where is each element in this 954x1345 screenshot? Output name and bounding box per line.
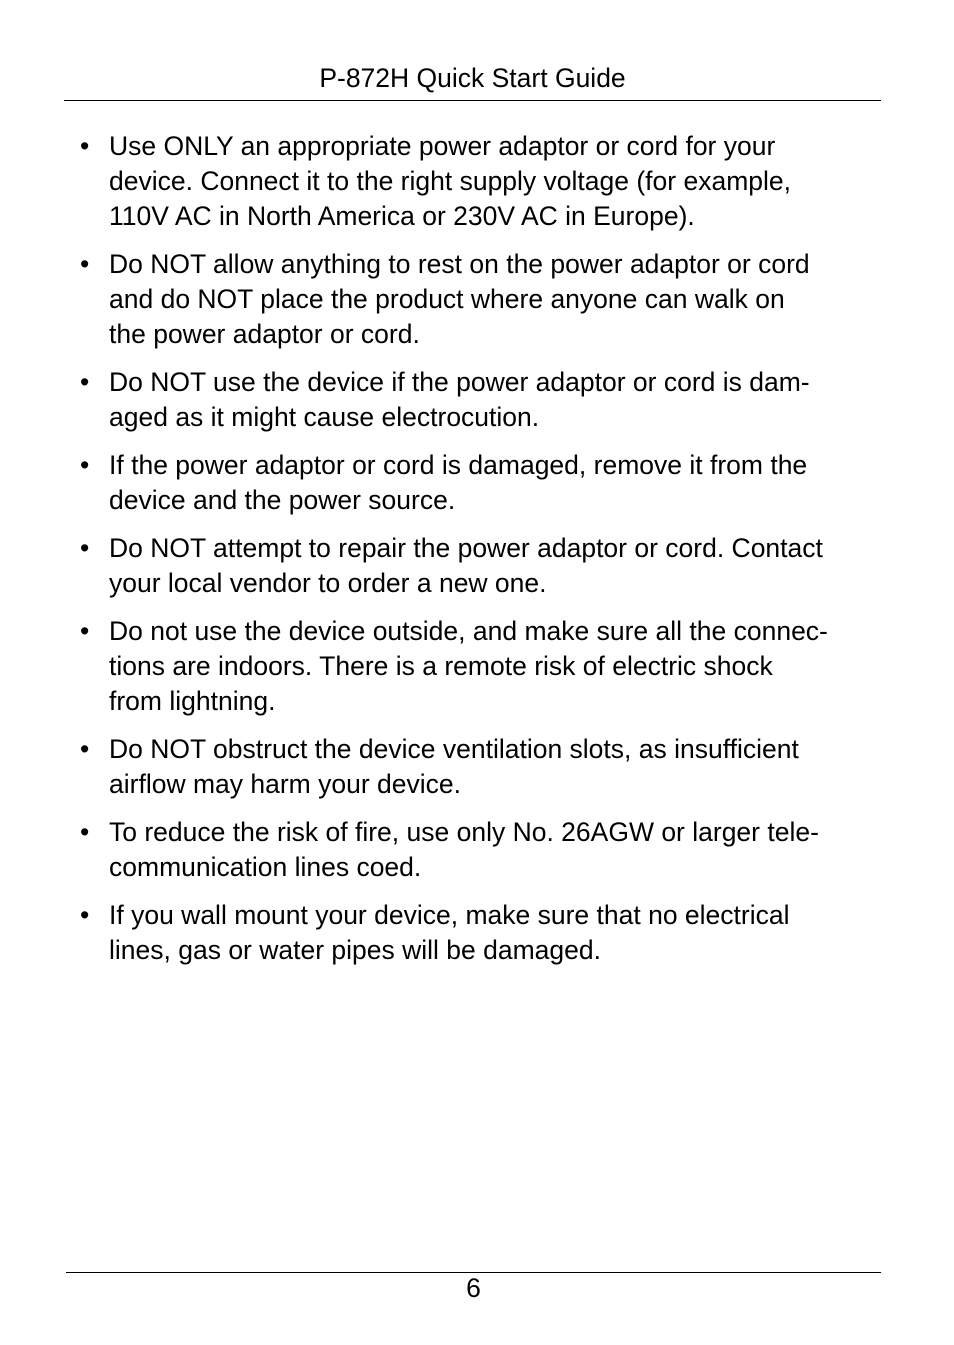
- bullet-icon: •: [80, 533, 90, 563]
- bullet-text: Use ONLY an appropriate power adaptor or cord for your device. Connect it to the right supply voltage (for example, 110V AC in North America or 230V AC in Europe).: [109, 131, 791, 231]
- header-title: P-872H Quick Start Guide: [319, 63, 626, 93]
- bullet-item: [80, 898, 886, 968]
- bullet-item: [80, 815, 886, 885]
- bullet-text: To reduce the risk of fire, use only No. 26AGW or larger tele- communication lines coed.: [109, 817, 819, 882]
- bullet-icon: •: [80, 616, 90, 646]
- bullet-item: [80, 365, 886, 435]
- bullet-text: Do NOT use the device if the power adaptor or cord is dam- aged as it might cause electrocution.: [109, 367, 810, 432]
- bullet-text: Do NOT allow anything to rest on the power adaptor or cord and do NOT place the product where anyone can walk on the power adaptor or cord.: [109, 249, 810, 349]
- bullet-text: If the power adaptor or cord is damaged, remove it from the device and the power source.: [109, 450, 808, 515]
- bullet-item: [80, 531, 886, 601]
- bullet-item: [80, 732, 886, 802]
- bullet-icon: •: [80, 131, 90, 161]
- bullet-icon: •: [80, 249, 90, 279]
- bullet-icon: •: [80, 367, 90, 397]
- page-number: 6: [466, 1273, 481, 1303]
- bullet-icon: •: [80, 900, 90, 930]
- bullet-text: Do NOT obstruct the device ventilation slots, as insufficient airflow may harm your device.: [109, 734, 799, 799]
- bullet-item: [80, 448, 886, 518]
- safety-bullet-list: [80, 129, 886, 981]
- bullet-item: [80, 129, 886, 234]
- bullet-icon: •: [80, 734, 90, 764]
- page-footer: [66, 1272, 881, 1303]
- bullet-text: Do NOT attempt to repair the power adaptor or cord. Contact your local vendor to order a new one.: [109, 533, 823, 598]
- bullet-text: Do not use the device outside, and make sure all the connec- tions are indoors. There is a remote risk of electric shock from lightning.: [109, 616, 828, 716]
- bullet-icon: •: [80, 817, 90, 847]
- bullet-text: If you wall mount your device, make sure that no electrical lines, gas or water pipes will be damaged.: [109, 900, 790, 965]
- bullet-icon: •: [80, 450, 90, 480]
- bullet-item: [80, 614, 886, 719]
- bullet-item: [80, 247, 886, 352]
- page-header: [64, 58, 881, 101]
